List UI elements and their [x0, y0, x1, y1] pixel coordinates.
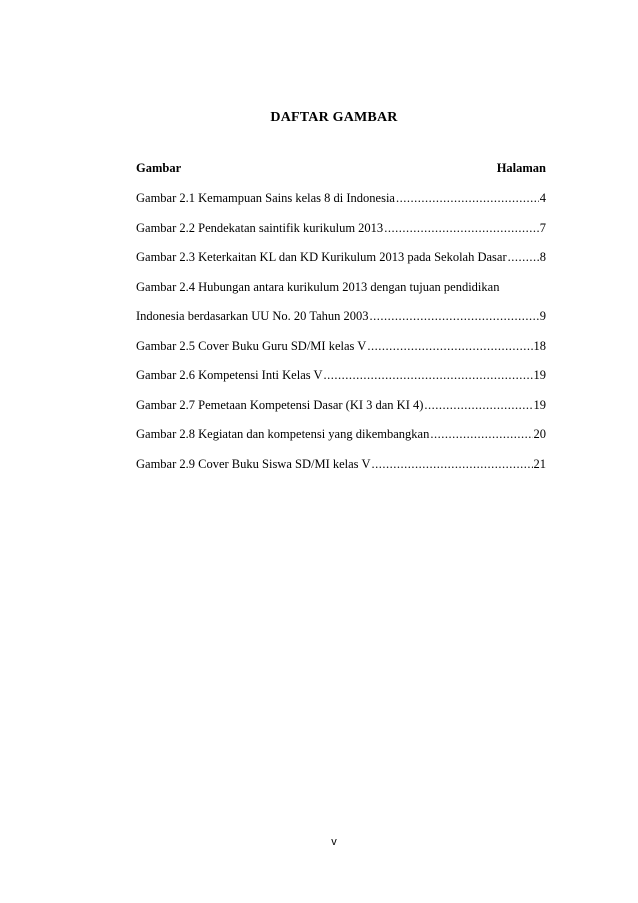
entry-label: Gambar 2.5 Cover Buku Guru SD/MI kelas V [136, 338, 367, 353]
entry-label-first-line: Gambar 2.4 Hubungan antara kurikulum 2013 dengan tujuan pendidikan [136, 279, 500, 294]
entry-page: 8 [539, 250, 546, 264]
list-item [136, 191, 546, 221]
page-title: DAFTAR GAMBAR [270, 110, 398, 125]
entry-page: 7 [539, 220, 546, 235]
entry-label: Gambar 2.2 Pendekatan saintifik kurikulum 2013 [136, 220, 384, 235]
dot-leader [371, 457, 532, 471]
entry-page: 18 [533, 338, 546, 353]
dot-leader [384, 221, 539, 235]
entry-page: 19 [533, 397, 546, 412]
column-header-halaman: Halaman [496, 161, 546, 175]
dot-leader [424, 398, 532, 412]
dot-leader [324, 368, 533, 382]
entry-label: Gambar 2.7 Pemetaan Kompetensi Dasar (KI 3 dan KI 4) [136, 397, 424, 412]
entry-page: 20 [533, 427, 546, 441]
entry-label: Indonesia berdasarkan UU No. 20 Tahun 2003 [136, 309, 369, 323]
list-item [136, 309, 546, 339]
list-item [136, 339, 546, 369]
entry-page: 21 [533, 456, 546, 471]
entry-label: Gambar 2.6 Kompetensi Inti Kelas V [136, 368, 323, 382]
entry-page: 4 [539, 191, 546, 205]
figure-list [136, 191, 546, 486]
dot-leader [396, 191, 539, 205]
entry-label: Gambar 2.3 Keterkaitan KL dan KD Kurikulum 2013 pada Sekolah Dasar [136, 250, 507, 264]
dot-leader [508, 250, 539, 264]
page-number-footer: v [331, 836, 337, 848]
dot-leader [430, 427, 532, 441]
entry-page: 19 [533, 368, 546, 382]
list-item [136, 457, 546, 487]
dot-leader [370, 309, 539, 323]
entry-label: Gambar 2.1 Kemampuan Sains kelas 8 di Indonesia [136, 191, 395, 205]
list-item [136, 368, 546, 398]
entry-page: 9 [539, 309, 546, 323]
list-item [136, 427, 546, 457]
dot-leader [367, 339, 532, 353]
list-item [136, 221, 546, 251]
list-item [136, 398, 546, 428]
column-header-gambar: Gambar [136, 161, 182, 175]
entry-label: Gambar 2.9 Cover Buku Siswa SD/MI kelas V [136, 456, 371, 471]
entry-label: Gambar 2.8 Kegiatan dan kompetensi yang dikembangkan [136, 427, 430, 441]
list-item [136, 250, 546, 280]
column-header-row [136, 161, 546, 176]
